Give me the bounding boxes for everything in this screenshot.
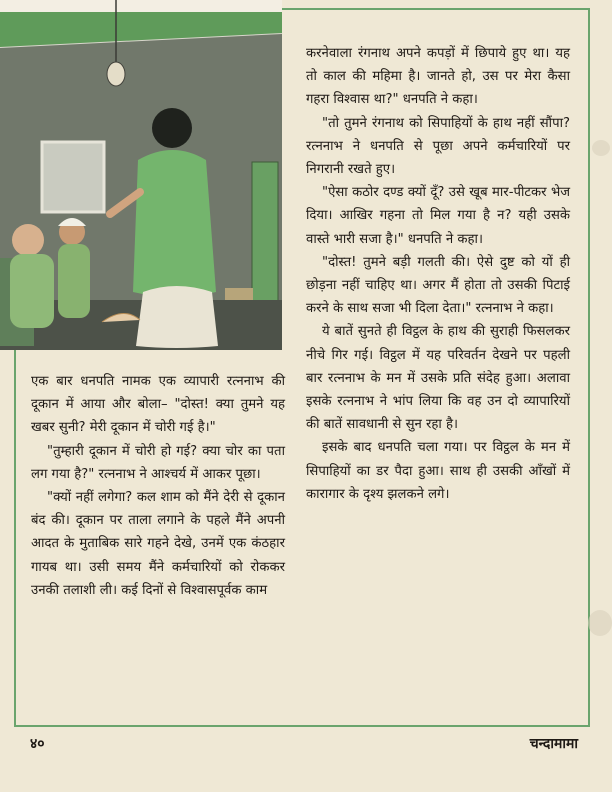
page-number: ४०: [30, 736, 45, 752]
paper-stain: [588, 610, 612, 636]
story-illustration: [0, 0, 282, 350]
story-paragraph: इसके बाद धनपति चला गया। पर विट्ठल के मन में सिपाहियों का डर पैदा हुआ। साथ ही उसकी आँखों में कारागार के दृश्य झलकने लगे।: [306, 440, 570, 502]
paper-stain: [592, 140, 610, 156]
story-paragraph: "दोस्त! तुमने बड़ी गलती की। ऐसे दुष्ट को यों ही छोड़ना नहीं चाहिए था। अगर मैं होता तो उसकी पिटाई करने के साथ सजा भी दिला देता।" रत्ननाभ ने कहा।: [306, 254, 570, 317]
story-left-column: [31, 370, 285, 602]
story-paragraph: "क्यों नहीं लगेगा? कल शाम को मैंने देरी से दूकान बंद की। दूकान पर ताला लगाने के पहले मैंने अपनी आदत के मुताबिक सारे गहने देखे, उनमें एक कंठहार गायब था। उसी समय मैंने कर्मचारियों को रोककर उनकी तलाशी ली। कई दिनों से विश्वासपूर्वक काम: [31, 490, 285, 598]
story-paragraph: "तो तुमने रंगनाथ को सिपाहियों के हाथ नहीं सौंपा? रत्ननाभ ने धनपति से पूछा अपने कर्मचारियों पर निगरानी रखते हुए।: [306, 115, 570, 178]
magazine-name: चन्दामामा: [529, 736, 578, 752]
story-paragraph: "तुम्हारी दूकान में चोरी हो गई? क्या चोर का पता लग गया है?" रत्ननाभ ने आश्चर्य में आकर पूछा।: [31, 443, 285, 482]
story-paragraph: "ऐसा कठोर दण्ड क्यों दूँ? उसे खूब मार-पीटकर भेज दिया। आखिर गहना तो मिल गया है न? यही उसके वास्ते भारी सजा है।" धनपति ने कहा।: [306, 185, 570, 247]
story-right-column: [306, 42, 570, 506]
story-paragraph: ये बातें सुनते ही विट्ठल के हाथ की सुराही फिसलकर नीचे गिर गई। विट्ठल में यह परिवर्तन देखने पर पहली बार रत्ननाभ के मन में उसके प्रति संदेह हुआ। अलावा इसके रत्ननाभ ने भांप लिया कि वह उन दो व्यापारियों की बातें सावधानी से सुन रहा है।: [306, 324, 570, 433]
story-paragraph: करनेवाला रंगनाथ अपने कपड़ों में छिपाये हुए था। यह तो काल की महिमा है। जानते हो, उस पर मेरा कैसा गहरा विश्वास था?" धनपति ने कहा।: [306, 46, 570, 108]
story-paragraph: एक बार धनपति नामक एक व्यापारी रत्ननाभ की दूकान में आया और बोला– "दोस्त! क्या तुमने यह खबर सुनी? मेरी दूकान में चोरी गई है।": [31, 374, 285, 436]
